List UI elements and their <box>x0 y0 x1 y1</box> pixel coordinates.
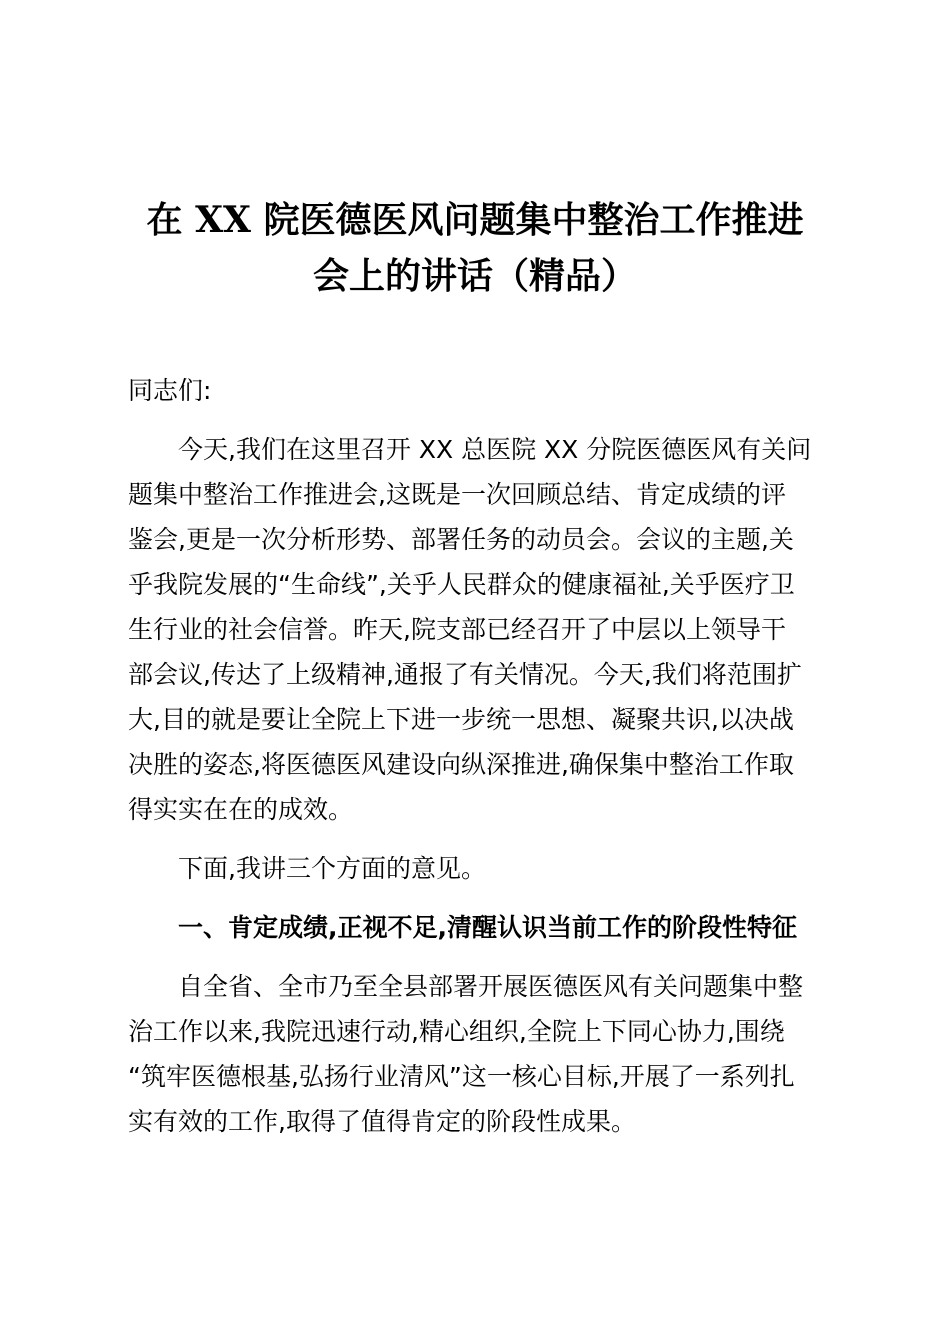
paragraph-line: 乎我院发展的“生命线”,关乎人民群众的健康福祉,关乎医疗卫 <box>128 570 795 599</box>
paragraph-achievements <box>128 964 828 1144</box>
paragraph-line: 实有效的工作,取得了值得肯定的阶段性成果。 <box>128 1107 636 1136</box>
paragraph-line: 部会议,传达了上级精神,通报了有关情况。今天,我们将范围扩 <box>128 660 802 689</box>
title-line-2: 会上的讲话（精品） <box>312 255 637 297</box>
title-line-1: 在 XX 院医德医风问题集中整治工作推进 <box>146 199 804 241</box>
paragraph-line: 生行业的社会信誉。昨天,院支部已经召开了中层以上领导干 <box>128 615 786 644</box>
paragraph-line: 鉴会,更是一次分析形势、部署任务的动员会。会议的主题,关 <box>128 525 794 554</box>
paragraph-line: 得实实在在的成效。 <box>128 795 354 824</box>
paragraph-line: 今天,我们在这里召开 XX 总医院 XX 分院医德医风有关问 <box>178 435 812 464</box>
document-body <box>128 368 828 1144</box>
paragraph-line: “筑牢医德根基,弘扬行业清风”这一核心目标,开展了一系列扎 <box>128 1062 795 1091</box>
salutation: 同志们: <box>128 376 212 405</box>
paragraph-line: 决胜的姿态,将医德医风建设向纵深推进,确保集中整治工作取 <box>128 750 794 779</box>
document-title <box>120 192 830 304</box>
paragraph-line: 大,目的就是要让全院上下进一步统一思想、凝聚共识,以决战 <box>128 705 794 734</box>
paragraph-outline: 下面,我讲三个方面的意见。 <box>178 854 486 883</box>
paragraph-line: 自全省、全市乃至全县部署开展医德医风有关问题集中整 <box>178 972 804 1001</box>
paragraph-line: 题集中整治工作推进会,这既是一次回顾总结、肯定成绩的评 <box>128 480 786 509</box>
paragraph-intro <box>128 427 828 832</box>
paragraph-line: 治工作以来,我院迅速行动,精心组织,全院上下同心协力,围绕 <box>128 1017 785 1046</box>
section-heading-1: 一、肯定成绩,正视不足,清醒认识当前工作的阶段性特征 <box>178 913 797 942</box>
